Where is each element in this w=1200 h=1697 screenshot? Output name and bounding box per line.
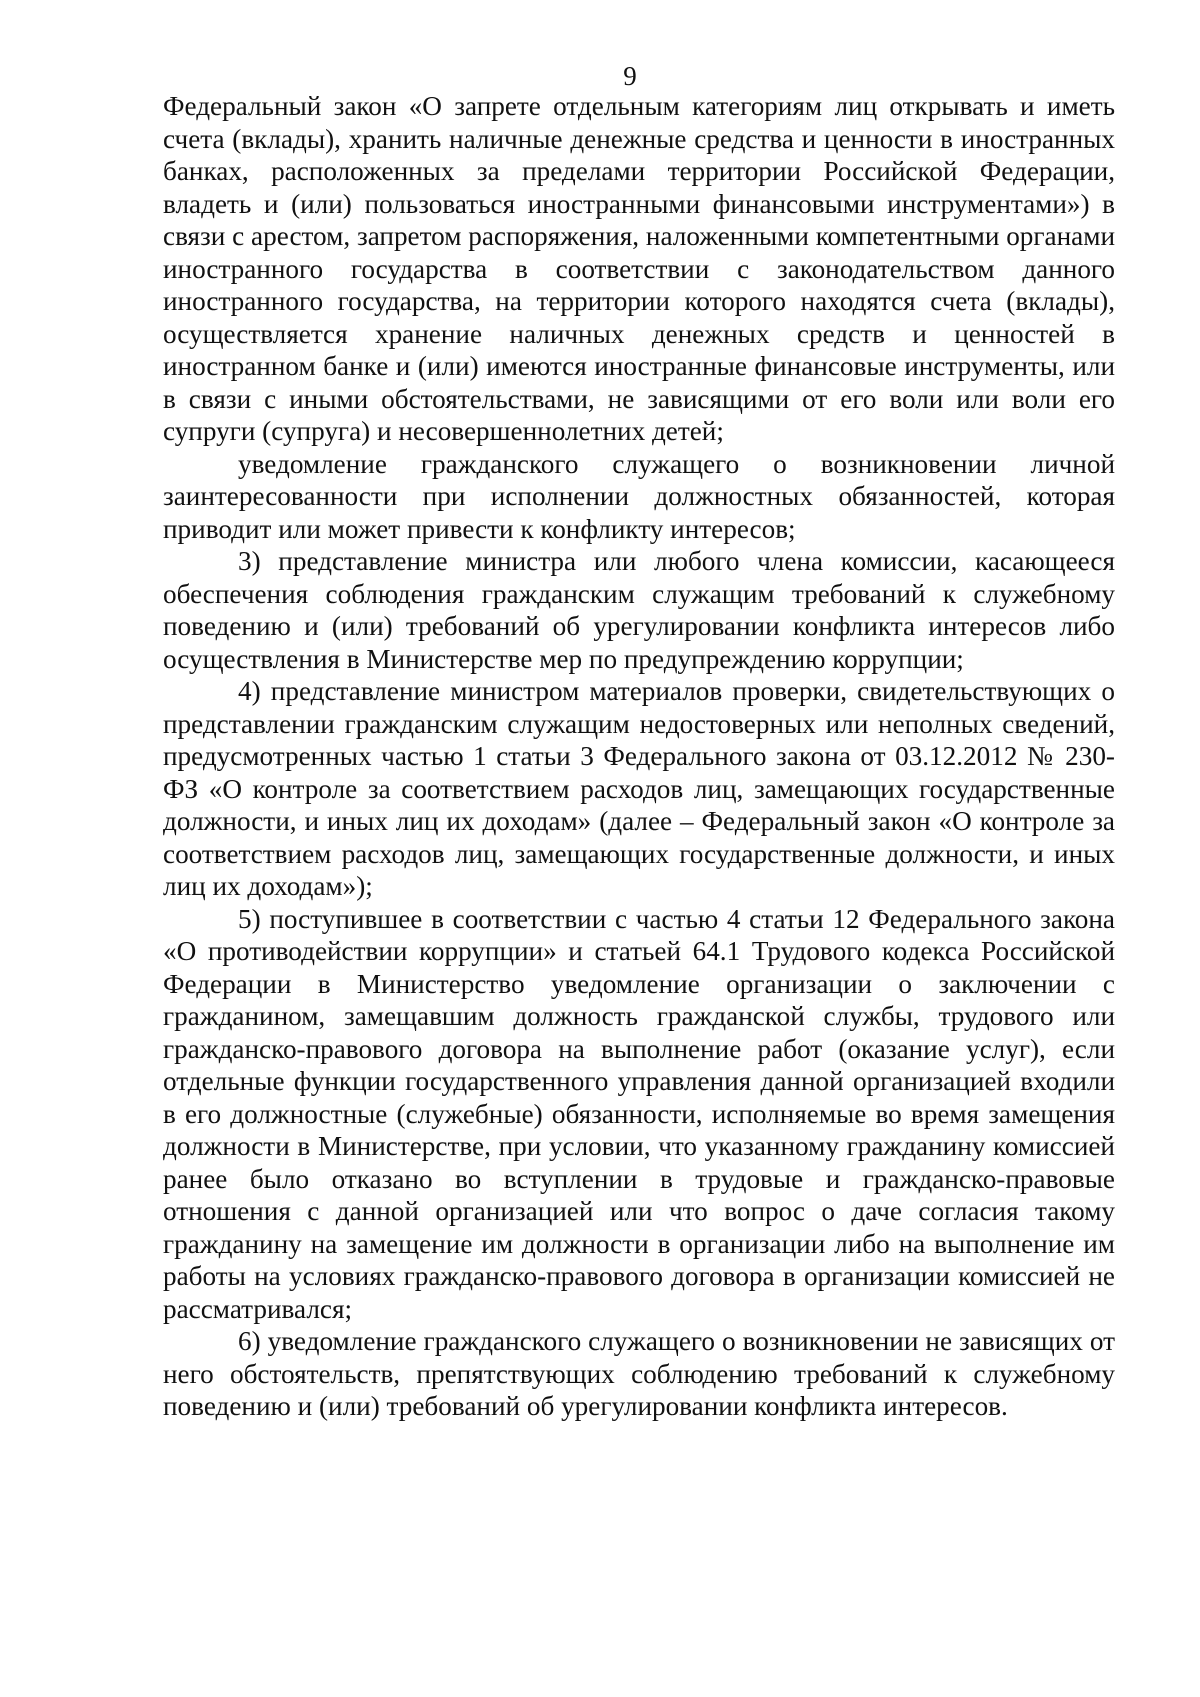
page-number: 9 (623, 61, 637, 91)
paragraph-continuation: Федеральный закон «О запрете отдельным категориям лиц открывать и иметь счета (вклады), хранить наличные денежные средства и ценности в иностранных банках, расположенных за пределами территории Российской Федерации, владеть и (или) пользоваться иностранными финансовыми инструментами») в связи с арестом, запретом распоряжения, наложенными компетентными органами иностранного государства в соответствии с законодательством данного иностранного государства, на территории которого находятся счета (вклады), осуществляется хранение наличных денежных средств и ценностей в иностранном банке и (или) имеются иностранные финансовые инструменты, или в связи с иными обстоятельствами, не зависящими от его воли или воли его супруги (супруга) и несовершеннолетних детей; (163, 91, 1115, 446)
paragraph-conflict-notice: уведомление гражданского служащего о возникновении личной заинтересованности при исполнении должностных обязанностей, которая приводит или может привести к конфликту интересов; (163, 448, 1115, 544)
paragraph-item-6: 6) уведомление гражданского служащего о возникновении не зависящих от него обстоятельств, препятствующих соблюдению требований к служебному поведению и (или) требований об урегулировании конфликта интересов. (163, 1326, 1115, 1421)
paragraph-item-4: 4) представление министром материалов проверки, свидетельствующих о представлении гражданским служащим недостоверных или неполных сведений, предусмотренных частью 1 статьи 3 Федерального закона от 03.12.2012 № 230-ФЗ «О контроле за соответствием расходов лиц, замещающих государственные должности, и иных лиц их доходам» (далее – Федеральный закон «О контроле за соответствием расходов лиц, замещающих государственные должности, и иных лиц их доходам»); (163, 676, 1115, 901)
document-body (163, 90, 1115, 1423)
paragraph-item-3: 3) представление министра или любого члена комиссии, касающееся обеспечения соблюдения гражданским служащим требований к служебному поведению и (или) требований об урегулировании конфликта интересов либо осуществления в Министерстве мер по предупреждению коррупции; (163, 546, 1115, 674)
paragraph-item-5: 5) поступившее в соответствии с частью 4 статьи 12 Федерального закона «О противодействии коррупции» и статьей 64.1 Трудового кодекса Российской Федерации в Министерство уведомление организации о заключении с гражданином, замещавшим должность гражданской службы, трудового или гражданско-правового договора на выполнение работ (оказание услуг), если отдельные функции государственного управления данной организацией входили в его должностные (служебные) обязанности, исполняемые во время замещения должности в Министерстве, при условии, что указанному гражданину комиссией ранее было отказано во вступлении в трудовые и гражданско-правовые отношения с данной организацией или что вопрос о даче согласия такому гражданину на замещение им должности в организации либо на выполнение им работы на условиях гражданско-правового договора в организации комиссией не рассматривался; (163, 903, 1115, 1324)
